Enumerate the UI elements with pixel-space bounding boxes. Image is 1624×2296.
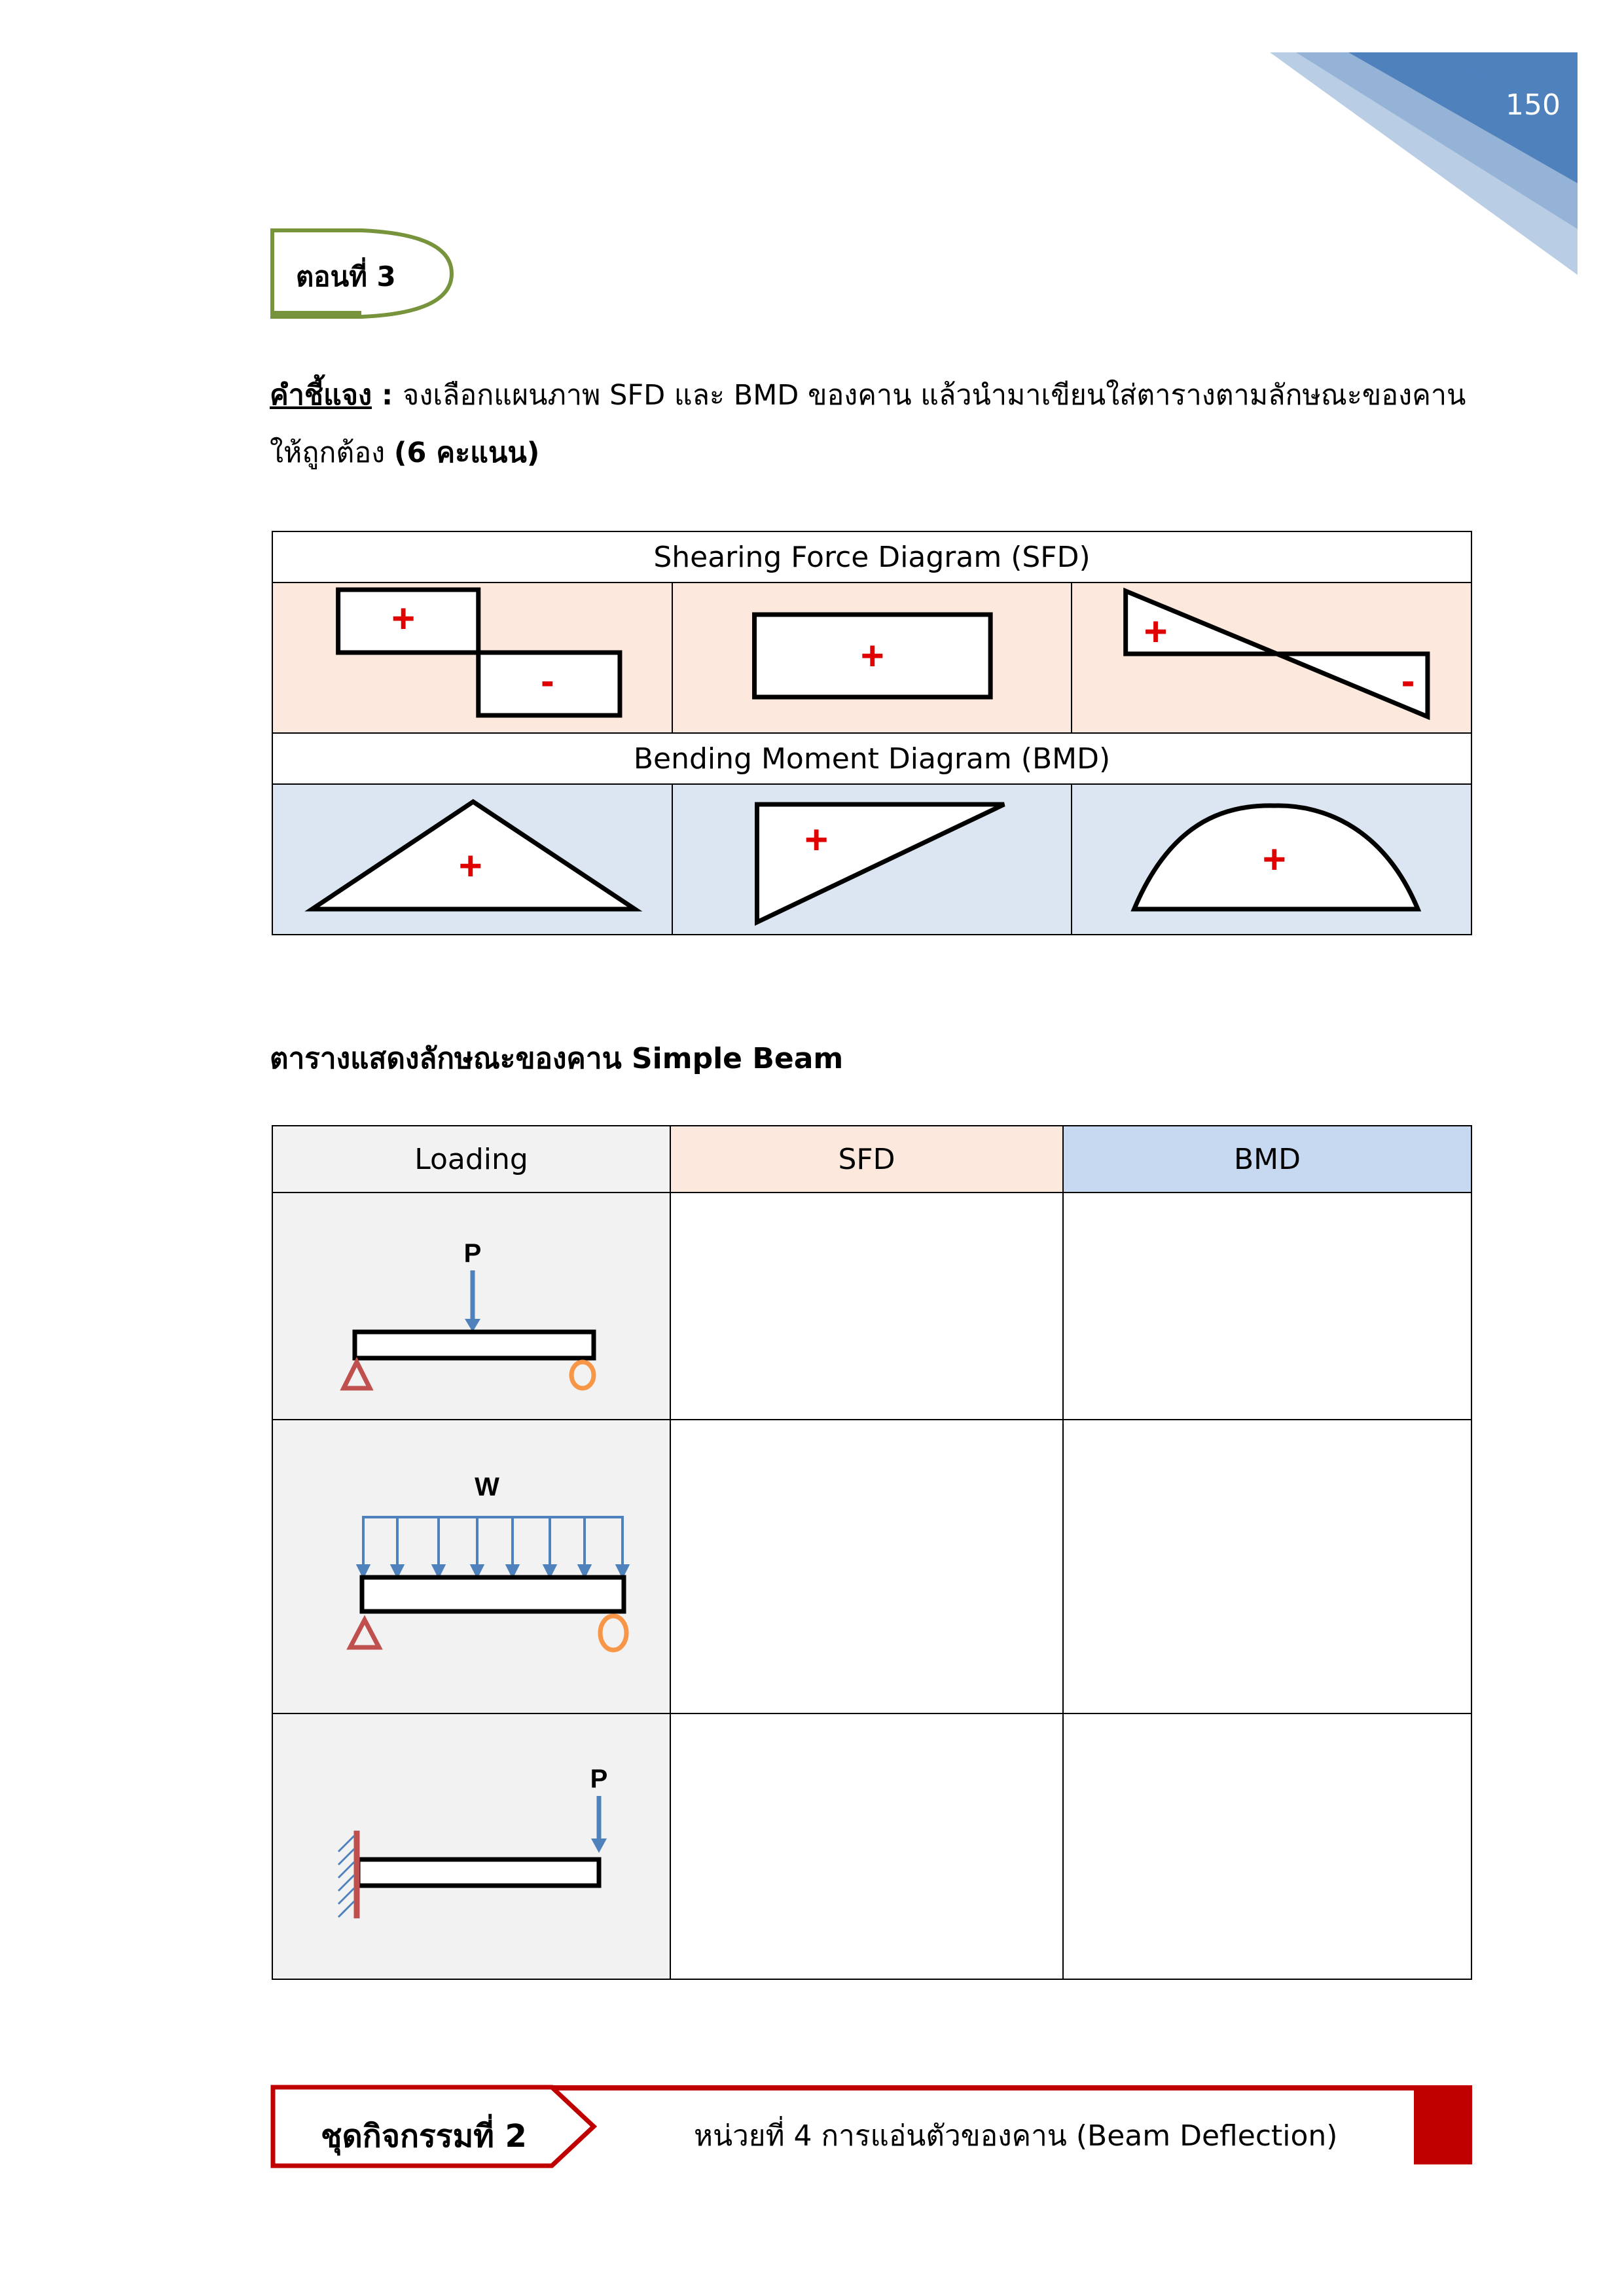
footer-red-block <box>1414 2085 1472 2164</box>
sfd-plus-sign: + <box>1144 609 1168 655</box>
bmd-column-header: BMD <box>1063 1126 1471 1193</box>
sfd-minus-sign: - <box>1401 658 1415 704</box>
answer-sfd-1[interactable] <box>670 1193 1063 1420</box>
corner-decoration <box>1270 52 1578 275</box>
answer-bmd-1[interactable] <box>1063 1193 1471 1420</box>
instruction-colon: : <box>372 379 403 412</box>
instruction-body-2: ให้ถูกต้อง <box>270 437 394 469</box>
load-label-p: P <box>590 1765 608 1793</box>
load-label-p: P <box>463 1239 482 1268</box>
loading-header: Loading <box>272 1126 670 1193</box>
beam-table-title: ตารางแสดงลักษณะของคาน Simple Beam <box>270 1042 844 1075</box>
beam-table <box>272 1125 1472 1980</box>
load-label-w: W <box>475 1473 499 1501</box>
sfd-header: Shearing Force Diagram (SFD) <box>272 531 1471 583</box>
bmd-header: Bending Moment Diagram (BMD) <box>272 733 1471 784</box>
answer-bmd-3[interactable] <box>1063 1713 1471 1979</box>
instruction-body: จงเลือกแผนภาพ SFD และ BMD ของคาน แล้วนำมาเขียนใส่ตารางตามลักษณะของคาน <box>403 379 1466 412</box>
instruction-text-2 <box>270 433 539 473</box>
page-number: 150 <box>1506 88 1561 122</box>
pin-support-icon <box>344 1362 370 1388</box>
instruction-text <box>270 376 1466 415</box>
instruction-label: คำชี้แจง <box>270 379 372 412</box>
pin-support-icon <box>350 1620 379 1647</box>
unit-title: หน่วยที่ 4 การแอ่นตัวของคาน (Beam Deflection) <box>694 2119 1338 2153</box>
loading-cantilever <box>272 1713 670 1979</box>
bmd-option-parabola[interactable] <box>1072 784 1471 935</box>
roller-support-icon <box>571 1362 594 1388</box>
bmd-plus-sign: + <box>1263 836 1287 883</box>
bmd-option-triangle[interactable] <box>272 784 672 935</box>
sfd-option-linear[interactable] <box>1072 583 1471 733</box>
beam <box>362 1577 624 1611</box>
loading-distributed-load <box>272 1420 670 1713</box>
answer-sfd-3[interactable] <box>670 1713 1063 1979</box>
instruction-score: (6 คะแนน) <box>393 437 540 469</box>
loading-point-load <box>272 1193 670 1420</box>
sfd-minus-sign: - <box>541 658 554 704</box>
roller-support-icon <box>600 1616 626 1650</box>
bmd-plus-sign: + <box>458 843 482 889</box>
sfd-plus-sign: + <box>391 596 416 642</box>
bmd-option-ramp[interactable] <box>672 784 1072 935</box>
diagram-choice-table <box>272 531 1472 935</box>
sfd-option-step[interactable] <box>272 583 672 733</box>
answer-sfd-2[interactable] <box>670 1420 1063 1713</box>
beam <box>355 1332 594 1358</box>
activity-set-label: ชุดกิจกรรมที่ 2 <box>321 2118 527 2155</box>
footer-rule <box>547 2085 1472 2090</box>
sfd-option-rectangle[interactable] <box>672 583 1072 733</box>
beam <box>358 1859 599 1886</box>
answer-bmd-2[interactable] <box>1063 1420 1471 1713</box>
bmd-plus-sign: + <box>804 817 828 863</box>
section-tag: ตอนที่ 3 <box>296 260 396 293</box>
sfd-column-header: SFD <box>670 1126 1063 1193</box>
sfd-plus-sign: + <box>860 633 884 679</box>
